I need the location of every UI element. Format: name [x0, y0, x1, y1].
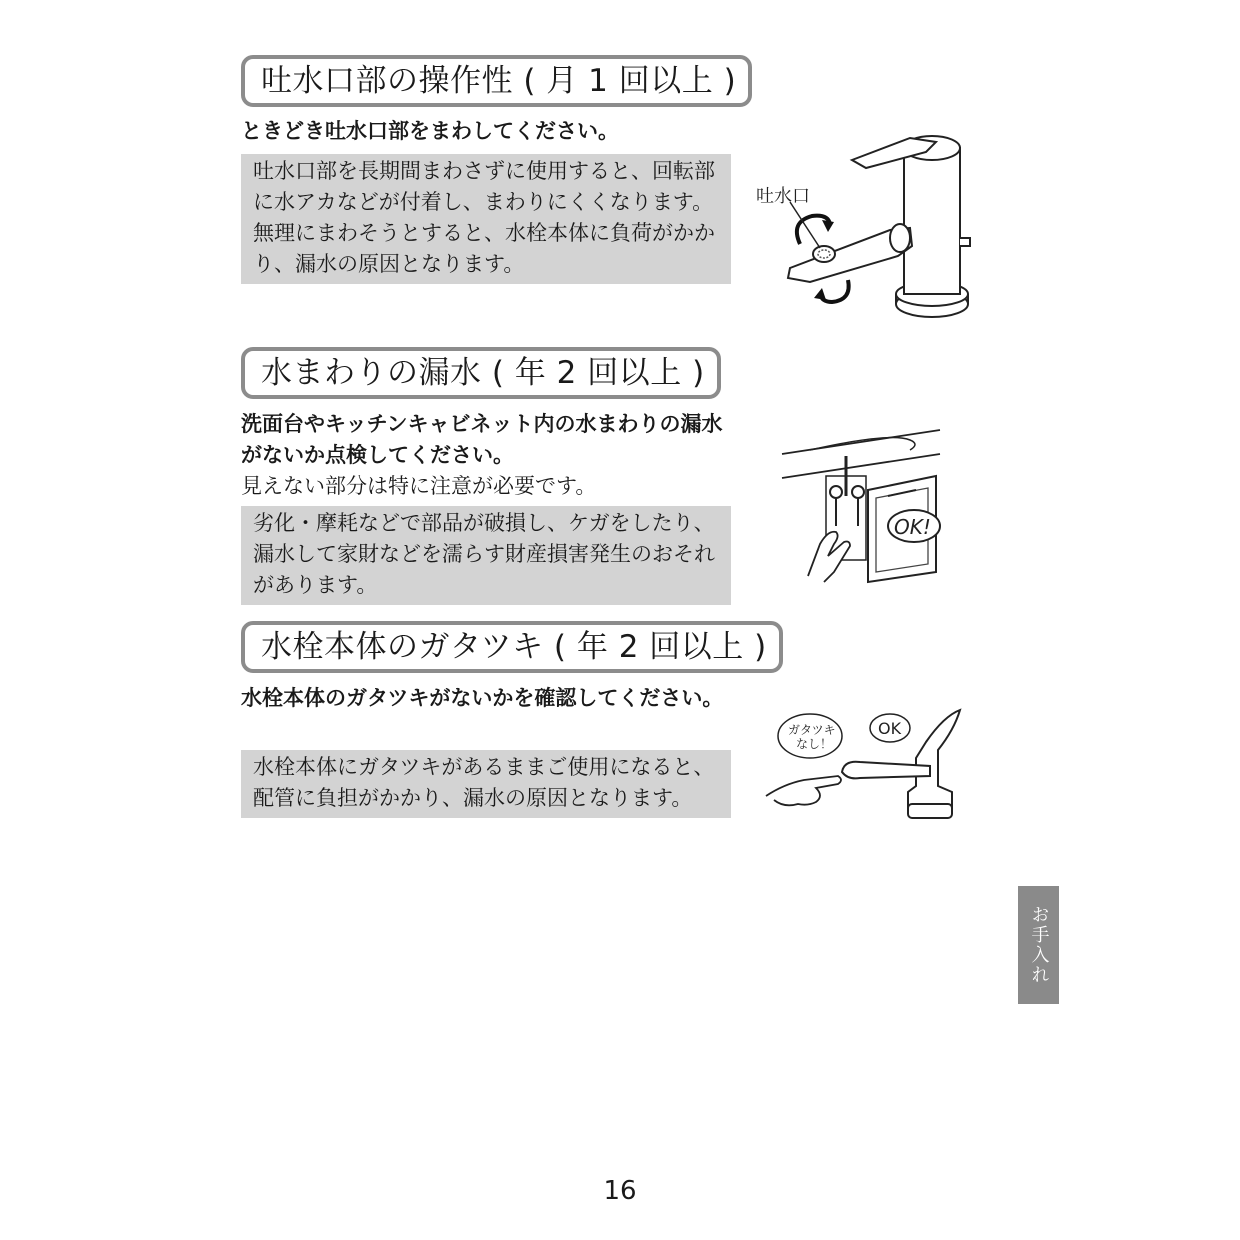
- cabinet-inspection-illustration: [780, 426, 950, 586]
- ok-callout-label: OK!: [894, 515, 931, 539]
- section-plain-leak-check: 見えない部分は特に注意が必要です。: [241, 474, 597, 498]
- page-number: 16: [603, 1176, 637, 1206]
- caution-note-faucet-wobble: 水栓本体にガタツキがあるままご使用になると、配管に負担がかかり、漏水の原因となります。: [241, 750, 731, 818]
- ok-badge-label: OK: [878, 719, 902, 738]
- section-heading-leak-check: 水まわりの漏水 ( 年 2 回以上 ): [241, 347, 721, 399]
- faucet-spout-illustration: [750, 118, 980, 328]
- section-side-tab: お手入れ: [1018, 886, 1059, 1004]
- section-lead-leak-check: 洗面台やキッチンキャビネット内の水まわりの漏水がないか点検してください。: [241, 412, 723, 467]
- wobble-bubble-line2: なし！: [796, 737, 833, 751]
- section-heading-spout-operation: 吐水口部の操作性 ( 月 1 回以上 ): [241, 55, 752, 107]
- wobble-bubble-line1: ガタツキ: [788, 723, 836, 737]
- faucet-wobble-illustration: [764, 700, 974, 830]
- caution-note-spout-operation: 吐水口部を長期間まわさずに使用すると、回転部に水アカなどが付着し、まわりにくくなります。無理にまわそうとすると、水栓本体に負荷がかかり、漏水の原因となります。: [241, 154, 731, 284]
- section-lead-faucet-wobble: 水栓本体のガタツキがないかを確認してください。: [241, 686, 724, 710]
- section-lead-spout-operation: ときどき吐水口部をまわしてください。: [241, 119, 619, 143]
- section-heading-faucet-wobble: 水栓本体のガタツキ ( 年 2 回以上 ): [241, 621, 783, 673]
- caution-note-leak-check: 劣化・摩耗などで部品が破損し、ケガをしたり、漏水して家財などを濡らす財産損害発生のおそれがあります。: [241, 506, 731, 605]
- spout-callout-label: 吐水口: [756, 186, 810, 207]
